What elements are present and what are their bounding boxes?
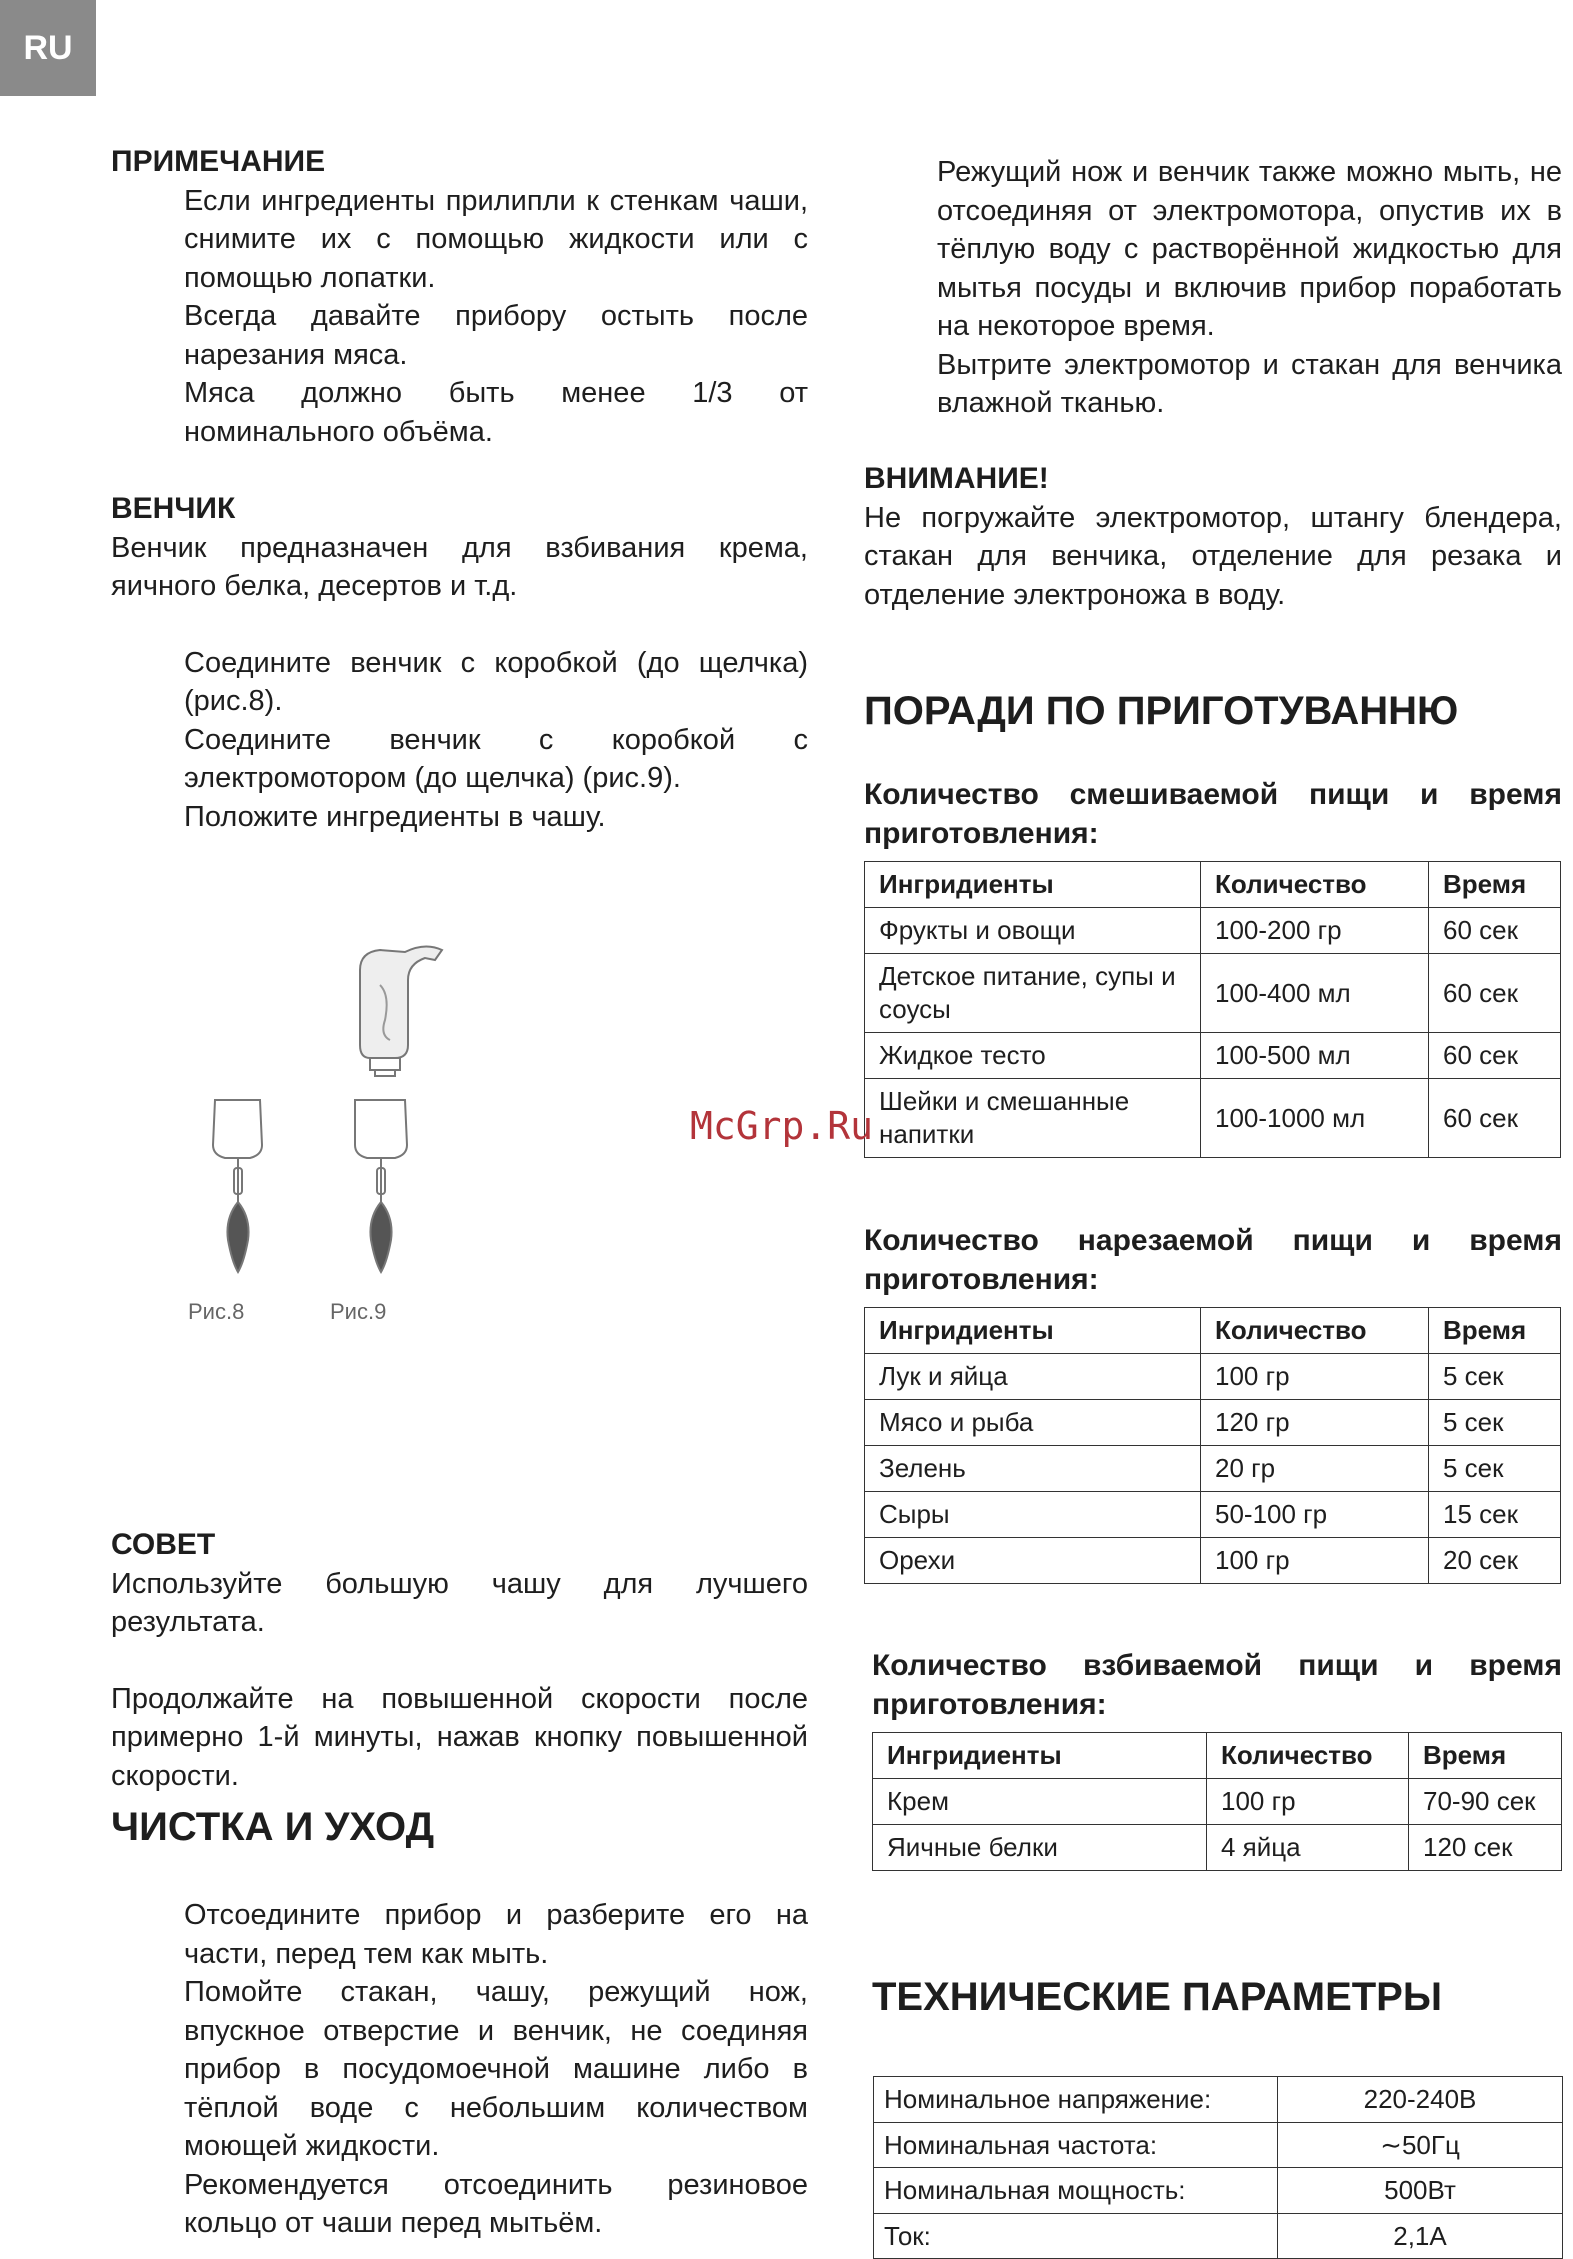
fig8-caption: Рис.8 — [188, 1299, 245, 1324]
table-row — [865, 1538, 1561, 1584]
table-cell: Сыры — [865, 1492, 1201, 1538]
whipping-table-section — [872, 1647, 1562, 1871]
table-row — [865, 1446, 1561, 1492]
note-paragraph: Мяса должно быть менее 1/3 от номинального объёма. — [184, 377, 808, 448]
table-cell: 100 гр — [1207, 1779, 1409, 1825]
table-header-row — [865, 862, 1561, 908]
cleaning-paragraph: Режущий нож и венчик также можно мыть, не отсоединяя от электромотора, опустив их в тёплую воду с растворённой жидкостью для мытья посуды и включив прибор поработать на некоторое время. — [937, 156, 1562, 342]
table-cell: Крем — [873, 1779, 1207, 1825]
cleaning-paragraph: Вытрите электромотор и стакан для венчика влажной тканью. — [937, 348, 1562, 419]
chopping-table — [864, 1307, 1561, 1584]
cleaning-paragraph: Отсоедините прибор и разберите его на части, перед тем как мыть. — [184, 1899, 808, 1970]
table-row — [874, 2122, 1563, 2168]
tips-title-block — [864, 689, 1562, 733]
table-cell: 60 сек — [1429, 908, 1561, 954]
spec-label: Ток: — [874, 2213, 1278, 2259]
spec-value: 220-240В — [1278, 2077, 1563, 2123]
table-cell: Жидкое тесто — [865, 1033, 1201, 1079]
fig9-caption: Рис.9 — [330, 1299, 387, 1324]
table-cell: 100-1000 мл — [1201, 1079, 1429, 1158]
spec-value: 500Вт — [1278, 2168, 1563, 2214]
table-row — [874, 2168, 1563, 2214]
table-header-cell: Количество — [1207, 1733, 1409, 1779]
tip-text: Используйте большую чашу для лучшего результата. — [111, 1567, 808, 1638]
mixing-table-section — [864, 776, 1562, 1158]
table-header-cell: Ингридиенты — [865, 862, 1201, 908]
table-row — [865, 908, 1561, 954]
note-paragraph: Всегда давайте прибору остыть после нарезания мяса. — [184, 300, 808, 371]
tip-section — [111, 1526, 808, 1795]
table-header-cell: Время — [1429, 1308, 1561, 1354]
table-row — [865, 1400, 1561, 1446]
table-cell: 5 сек — [1429, 1400, 1561, 1446]
cleaning-paragraph: Рекомендуется отсоединить резиновое кольцо от чаши перед мытьём. — [184, 2168, 808, 2239]
spec-value: ∼50Гц — [1278, 2122, 1563, 2168]
specs-title: ТЕХНИЧЕСКИЕ ПАРАМЕТРЫ — [872, 1975, 1443, 2019]
note-paragraph: Если ингредиенты прилипли к стенкам чаши, снимите их с помощью жидкости или с помощью лопатки. — [184, 184, 808, 294]
table-cell: Детское питание, супы и соусы — [865, 954, 1201, 1033]
warning-text: Не погружайте электромотор, штангу блендера, стакан для венчика, отделение для резака и отделение электроножа в воду. — [864, 501, 1562, 611]
table-cell: 60 сек — [1429, 954, 1561, 1033]
table-header-row — [873, 1733, 1562, 1779]
table-cell: 5 сек — [1429, 1446, 1561, 1492]
table-cell: 5 сек — [1429, 1354, 1561, 1400]
mixing-table — [864, 861, 1561, 1158]
spec-label: Номинальная мощность: — [874, 2168, 1278, 2214]
table-cell: 100-400 мл — [1201, 954, 1429, 1033]
watermark: McGrp.Ru — [690, 1104, 874, 1148]
spec-label: Номинальная частота: — [874, 2122, 1278, 2168]
table-row — [865, 1033, 1561, 1079]
table-cell: 100-200 гр — [1201, 908, 1429, 954]
table-cell: Зелень — [865, 1446, 1201, 1492]
table-cell: 15 сек — [1429, 1492, 1561, 1538]
specs-section — [873, 2076, 1563, 2259]
table-cell: 50-100 гр — [1201, 1492, 1429, 1538]
table-cell: Мясо и рыба — [865, 1400, 1201, 1446]
table-cell: 100 гр — [1201, 1538, 1429, 1584]
table-cell: 70-90 сек — [1409, 1779, 1562, 1825]
cleaning-title-block — [111, 1805, 808, 1849]
whisk-intro: Венчик предназначен для взбивания крема, яичного белка, десертов и т.д. — [111, 531, 808, 602]
table-row — [865, 1354, 1561, 1400]
note-title: ПРИМЕЧАНИЕ — [111, 145, 326, 178]
specs-table — [873, 2076, 1563, 2259]
whisk-step: Соедините венчик с коробкой с электромотором (до щелчка) (рис.9). — [184, 723, 808, 794]
warning-title: ВНИМАНИЕ! — [864, 462, 1049, 495]
table-header-cell: Время — [1409, 1733, 1562, 1779]
cleaning-paragraph: Помойте стакан, чашу, режущий нож, впускное отверстие и венчик, не соединяя прибор в посудомоечной машине либо в тёплой воде с небольшим количеством моющей жидкости. — [184, 1976, 808, 2162]
table-cell: 120 сек — [1409, 1825, 1562, 1871]
table-cell: 4 яйца — [1207, 1825, 1409, 1871]
whisk-section — [111, 490, 808, 836]
tip-title: СОВЕТ — [111, 1528, 216, 1561]
whisk-step: Соедините венчик с коробкой (до щелчка) (рис.8). — [184, 646, 808, 717]
cleaning-title: ЧИСТКА И УХОД — [111, 1805, 435, 1849]
table-header-cell: Время — [1429, 862, 1561, 908]
whisk-illustration — [180, 940, 600, 1340]
chopping-table-caption: Количество нарезаемой пищи и время приготовления: — [864, 1224, 1562, 1296]
whisk-figure — [180, 940, 600, 1340]
table-row — [874, 2213, 1563, 2259]
table-row — [865, 1079, 1561, 1158]
tips-title: ПОРАДИ ПО ПРИГОТУВАННЮ — [864, 689, 1459, 733]
table-cell: 20 сек — [1429, 1538, 1561, 1584]
table-cell: Лук и яйца — [865, 1354, 1201, 1400]
whipping-table — [872, 1732, 1562, 1871]
table-row — [865, 1492, 1561, 1538]
table-row — [874, 2077, 1563, 2123]
whipping-table-caption: Количество взбиваемой пищи и время приготовления: — [872, 1649, 1562, 1721]
table-header-cell: Ингридиенты — [865, 1308, 1201, 1354]
specs-title-block — [872, 1975, 1570, 2019]
warning-section — [864, 460, 1562, 614]
table-cell: 60 сек — [1429, 1079, 1561, 1158]
table-header-cell: Количество — [1201, 862, 1429, 908]
table-row — [873, 1825, 1562, 1871]
tip-text-2: Продолжайте на повышенной скорости после примерно 1-й минуты, нажав кнопку повышенной скорости. — [111, 1682, 808, 1792]
table-header-row — [865, 1308, 1561, 1354]
note-section — [111, 143, 808, 451]
cleaning-section-right — [864, 153, 1562, 423]
table-row — [873, 1779, 1562, 1825]
chopping-table-section — [864, 1222, 1562, 1584]
spec-label: Номинальное напряжение: — [874, 2077, 1278, 2123]
table-cell: Яичные белки — [873, 1825, 1207, 1871]
table-cell: 100-500 мл — [1201, 1033, 1429, 1079]
mixing-table-caption: Количество смешиваемой пищи и время приготовления: — [864, 778, 1562, 850]
whisk-title: ВЕНЧИК — [111, 492, 236, 525]
spec-value: 2,1А — [1278, 2213, 1563, 2259]
table-cell: 100 гр — [1201, 1354, 1429, 1400]
table-header-cell: Ингридиенты — [873, 1733, 1207, 1779]
language-tab: RU — [0, 0, 96, 96]
table-cell: 20 гр — [1201, 1446, 1429, 1492]
cleaning-section-left — [111, 1896, 808, 2243]
table-cell: Орехи — [865, 1538, 1201, 1584]
table-cell: Фрукты и овощи — [865, 908, 1201, 954]
whisk-step: Положите ингредиенты в чашу. — [184, 800, 606, 833]
table-row — [865, 954, 1561, 1033]
table-cell: 60 сек — [1429, 1033, 1561, 1079]
table-cell: 120 гр — [1201, 1400, 1429, 1446]
table-cell: Шейки и смешанные напитки — [865, 1079, 1201, 1158]
table-header-cell: Количество — [1201, 1308, 1429, 1354]
